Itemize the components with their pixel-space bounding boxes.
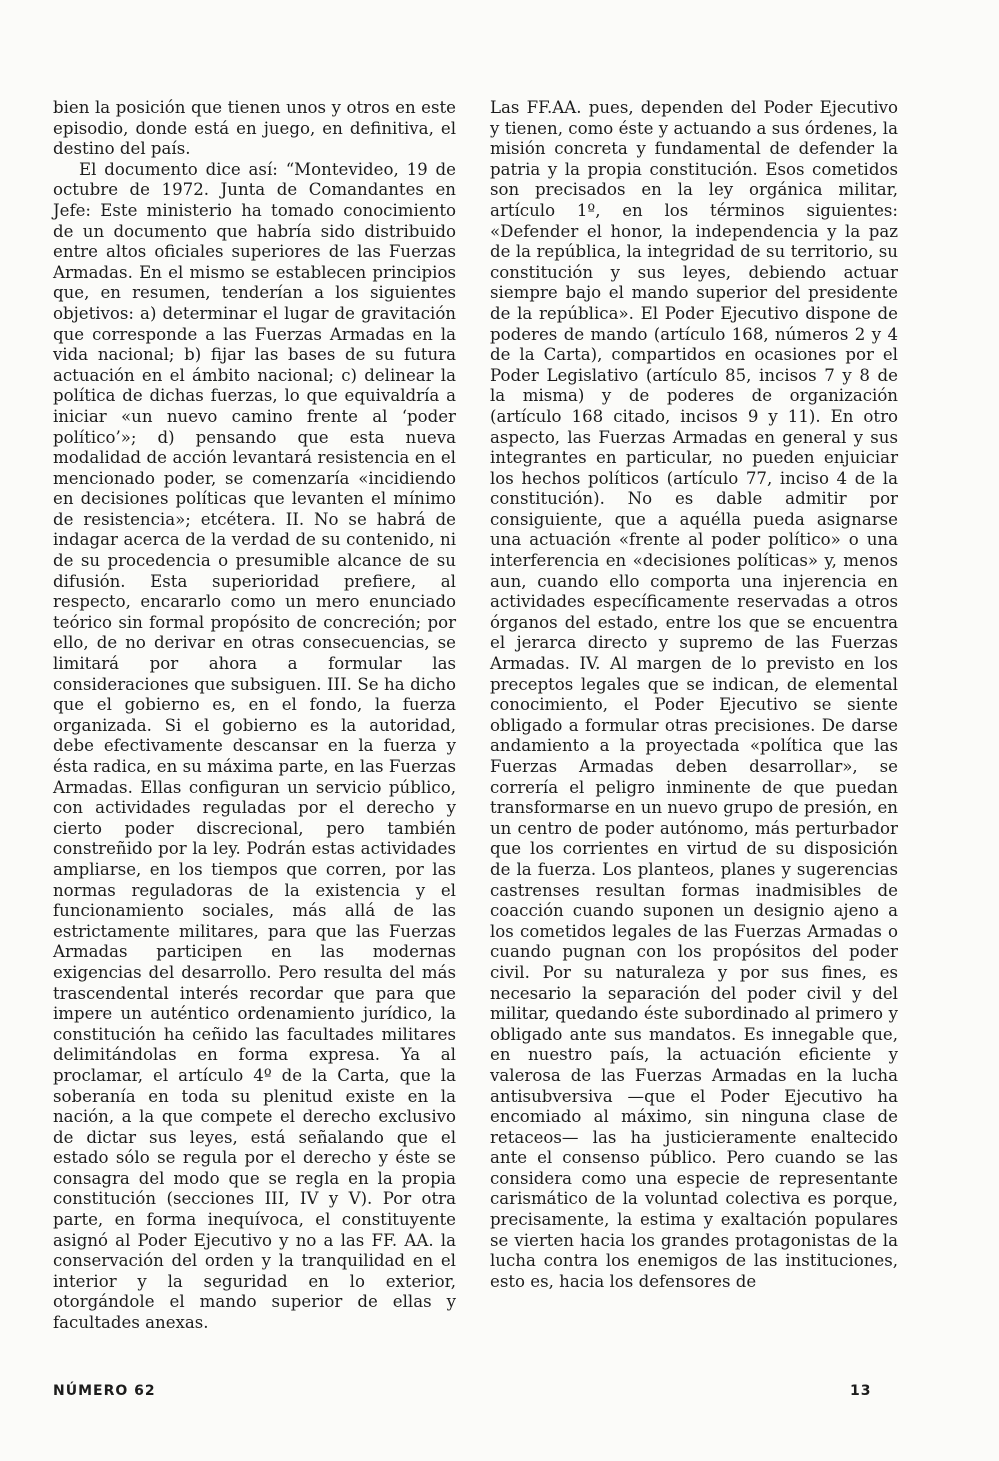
left-paragraph-2: El documento dice así: “Montevideo, 19 de octubre de 1972. Junta de Comandantes en Jefe: Este ministerio ha tomado conocimiento de un documento que habría sido distribuido entre altos oficiales superiores de las Fuerzas Armadas. En el mismo se establecen principios que, en resumen, tenderían a los siguientes objetivos: a) determinar el lugar de gravitación que corresponde a las Fuerzas Armadas en la vida nacional; b) fijar las bases de su futura actuación en el ámbito nacional; c) delinear la política de dichas fuerzas, lo que equivaldría a iniciar «un nuevo camino frente al ‘poder político’»; d) pensando que esta nueva modalidad de acción levantará resistencia en el mencionado poder, se comenzaría «incidiendo en decisiones políticas que levanten el mínimo de resistencia»; etcétera. II. No se habrá de indagar acerca de la verdad de su contenido, ni de su procedencia o presumible alcance de su difusión. Esta superioridad prefiere, al respecto, encararlo como un mero enunciado teórico sin formal propósito de concreción; por ello, de no derivar en otras consecuencias, se limitará por ahora a formular las consideraciones que subsiguen. III. Se ha dicho que el gobierno es, en el fondo, la fuerza organizada. Si el gobierno es la autoridad, debe efectivamente descansar en la fuerza y ésta radica, en su máxima parte, en las Fuerzas Armadas. Ellas configuran un servicio público, con actividades reguladas por el derecho y cierto poder discrecional, pero también constreñido por la ley. Podrán estas actividades ampliarse, en los tiempos que corren, por las normas reguladoras de la existencia y el funcionamiento sociales, más allá de las estrictamente militares, para que las Fuerzas Armadas participen en las modernas exigencias del desarrollo. Pero resulta del más trascendental interés recordar que para que impere un auténtico ordenamiento jurídico, la constitución ha ceñido las facultades militares delimitándolas en forma expresa. Ya al proclamar, el artículo 4º de la Carta, que la soberanía en toda su plenitud existe en la nación, a la que compete el derecho exclusivo de dictar sus leyes, está señalando que el estado sólo se regula por el derecho y éste se consagra del modo que se regla en la propia constitución (secciones III, IV y V). Por otra parte, en forma inequívoca, el constituyente asignó al Poder Ejecutivo y no a las FF. AA. la conservación del orden y la tranquilidad en el interior y la seguridad en lo exterior, otorgándole el mando superior de ellas y facultades anexas. <box>53 159 456 1333</box>
page-number: 13 <box>850 1383 872 1399</box>
left-paragraph-1: bien la posición que tienen unos y otros en este episodio, donde está en juego, en definitiva, el destino del país. <box>53 98 456 159</box>
right-text-column <box>490 98 898 1292</box>
left-text-column <box>53 98 456 1334</box>
right-paragraph-1: Las FF.AA. pues, dependen del Poder Ejecutivo y tienen, como éste y actuando a sus órdenes, la misión concreta y fundamental de defender la patria y la propia constitución. Esos cometidos son precisados en la ley orgánica militar, artículo 1º, en los términos siguientes: «Defender el honor, la independencia y la paz de la república, la integridad de su territorio, su constitución y sus leyes, debiendo actuar siempre bajo el mando superior del presidente de la república». El Poder Ejecutivo dispone de poderes de mando (artículo 168, números 2 y 4 de la Carta), compartidos en ocasiones por el Poder Legislativo (artículo 85, incisos 7 y 8 de la misma) y de poderes de organización (artículo 168 citado, incisos 9 y 11). En otro aspecto, las Fuerzas Armadas en general y sus integrantes en particular, no pueden enjuiciar los hechos políticos (artículo 77, inciso 4 de la constitución). No es dable admitir por consiguiente, que a aquélla pueda asignarse una actuación «frente al poder político» o una interferencia en «decisiones políticas» y, menos aun, cuando ello comporta una injerencia en actividades específicamente reservadas a otros órganos del estado, entre los que se encuentra el jerarca directo y supremo de las Fuerzas Armadas. IV. Al margen de lo previsto en los preceptos legales que se indican, de elemental conocimiento, el Poder Ejecutivo se siente obligado a formular otras precisiones. De darse andamiento a la proyectada «política que las Fuerzas Armadas deben desarrollar», se correría el peligro inminente de que puedan transformarse en un nuevo grupo de presión, en un centro de poder autónomo, más perturbador que los corrientes en virtud de su disposición de la fuerza. Los planteos, planes y sugerencias castrenses resultan formas inadmisibles de coacción cuando suponen un designio ajeno a los cometidos legales de las Fuerzas Armadas o cuando pugnan con los propósitos del poder civil. Por su naturaleza y por sus fines, es necesario la separación del poder civil y del militar, quedando éste subordinado al primero y obligado ante sus mandatos. Es innegable que, en nuestro país, la actuación eficiente y valerosa de las Fuerzas Armadas en la lucha antisubversiva —que el Poder Ejecutivo ha encomiado al máximo, sin ninguna clase de retaceos— las ha justicieramente enaltecido ante el consenso público. Pero cuando se las considera como una especie de representante carismático de la voluntad colectiva es porque, precisamente, la estima y exaltación populares se vierten hacia los grandes protagonistas de la lucha contra los enemigos de las instituciones, esto es, hacia los defensores de <box>490 98 898 1291</box>
issue-label: NÚMERO 62 <box>53 1383 156 1399</box>
